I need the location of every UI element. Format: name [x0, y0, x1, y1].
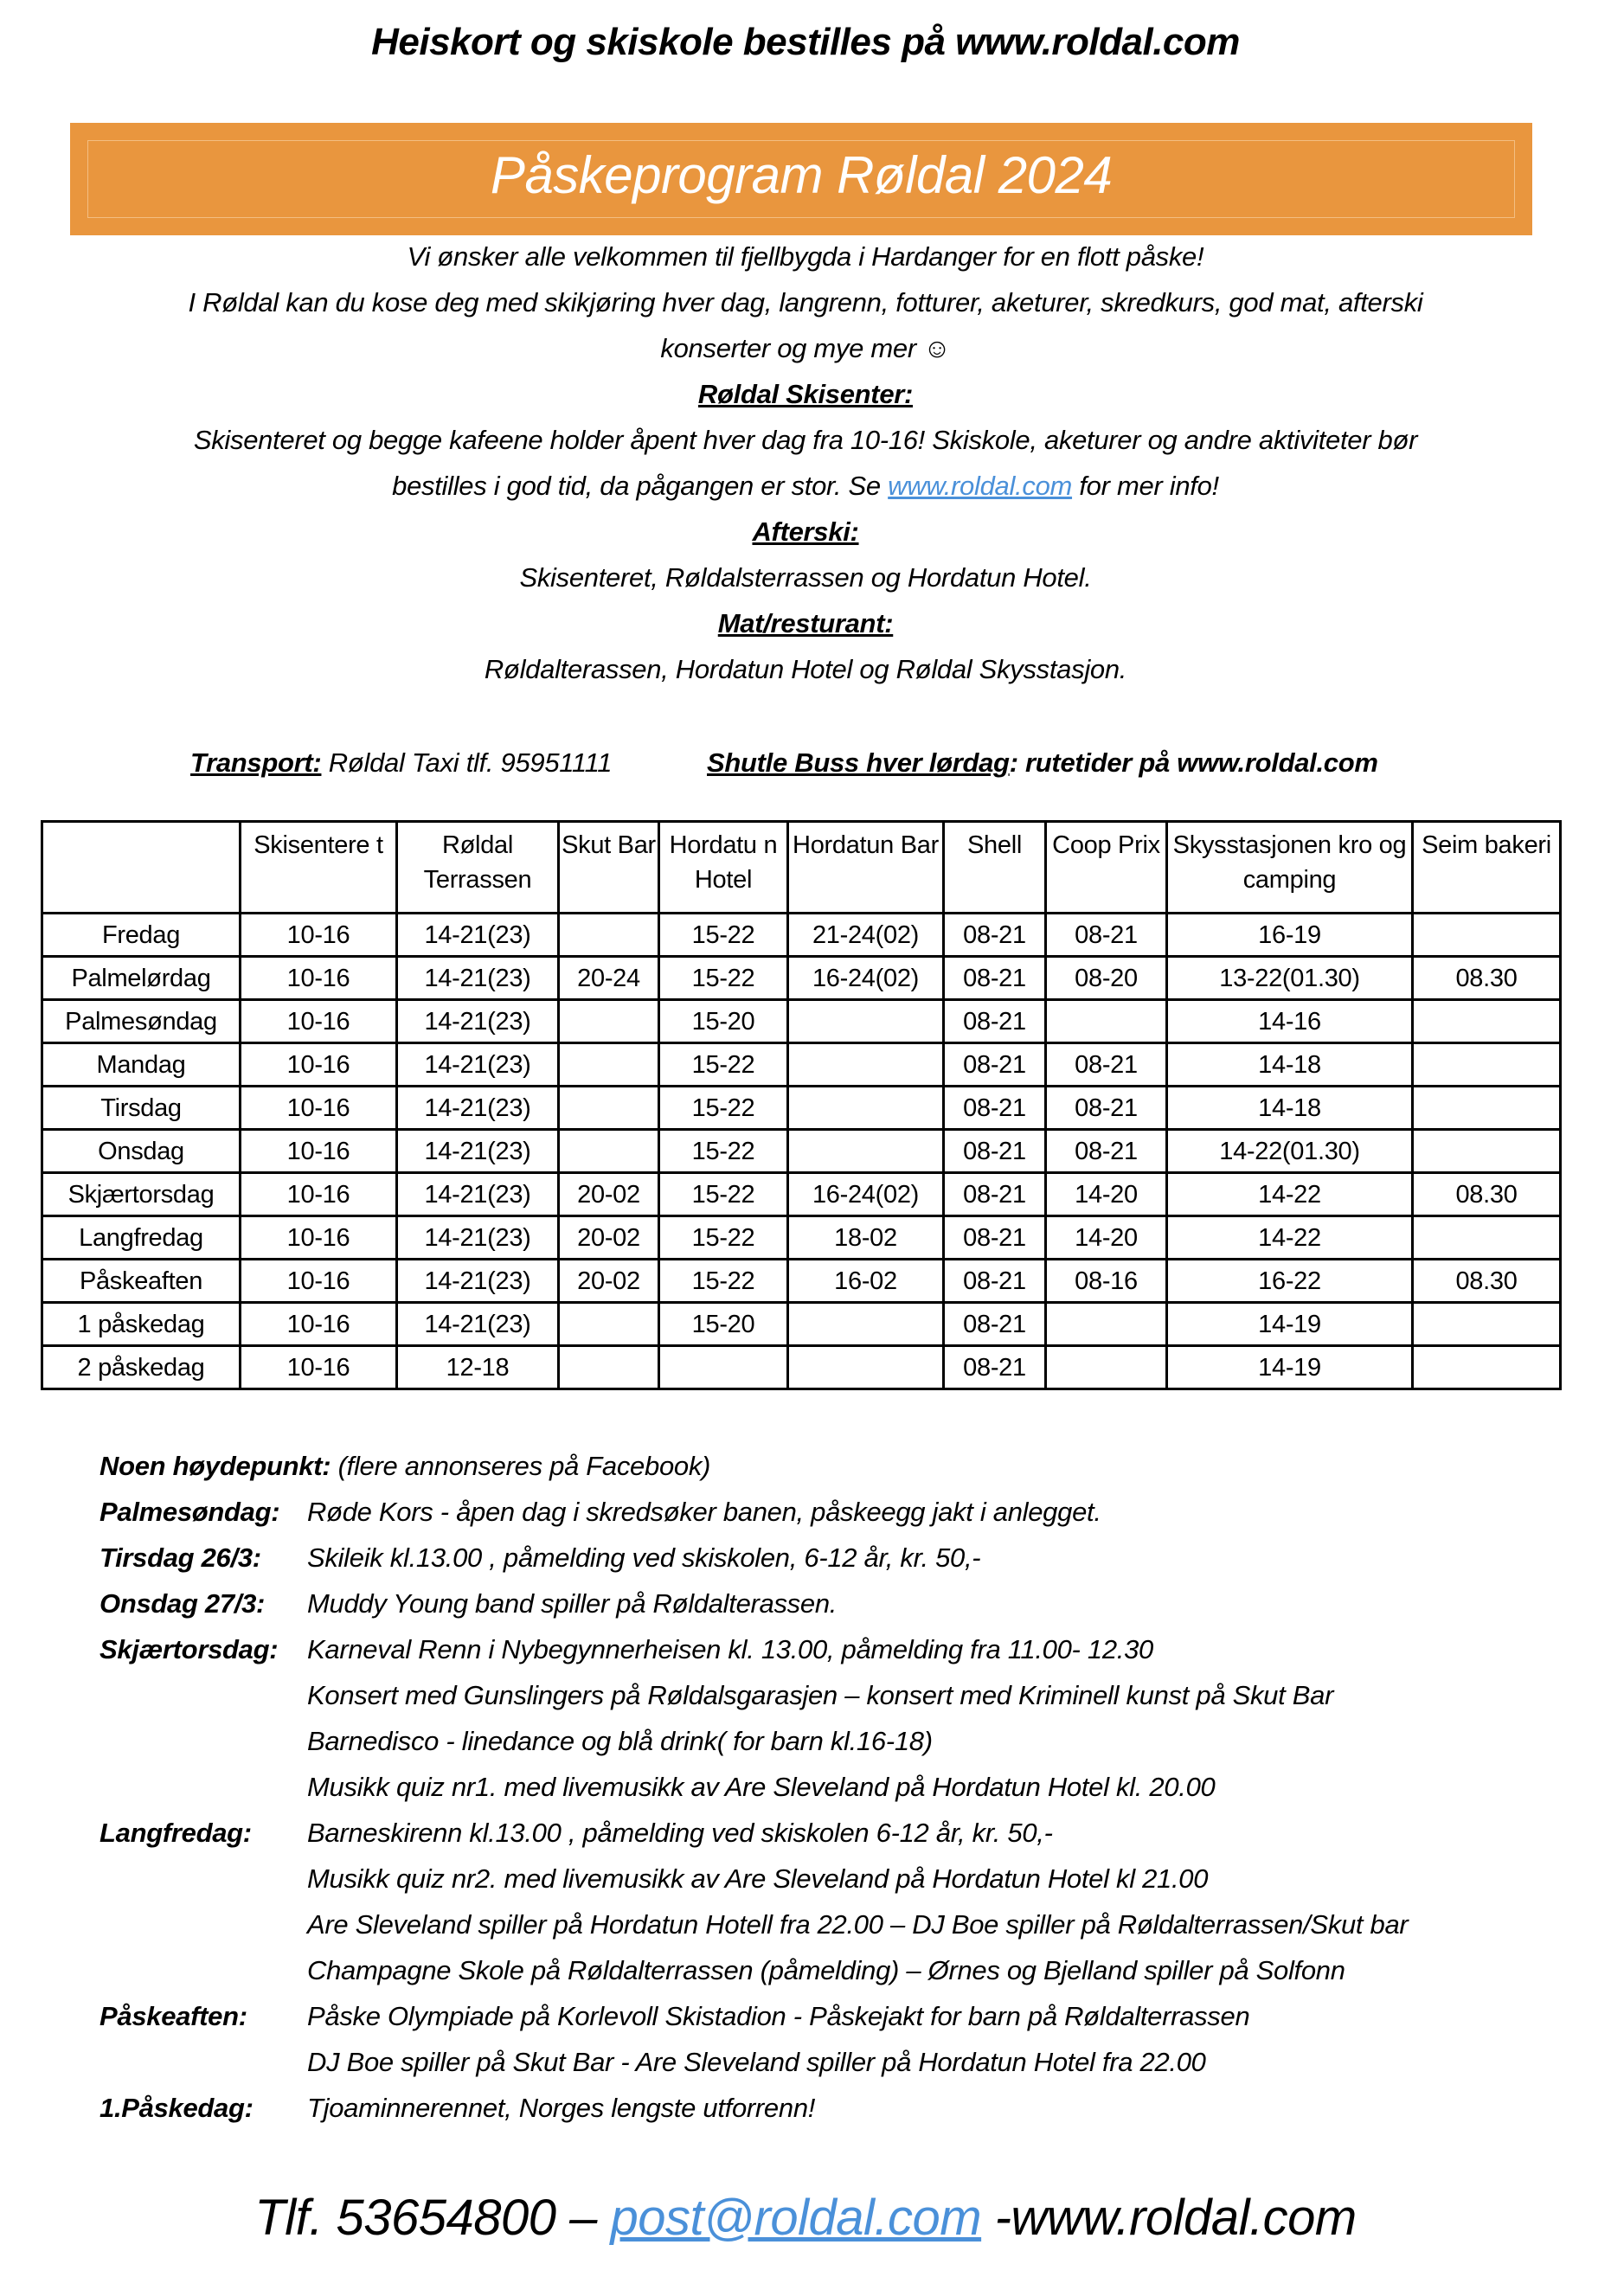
booking-notice: Heiskort og skiskole bestilles på www.roldal.com — [371, 21, 1240, 63]
hours-cell — [1413, 1000, 1561, 1043]
day-cell: Palmesøndag — [42, 1000, 241, 1043]
hours-cell: 20-24 — [559, 957, 659, 1000]
hours-cell: 10-16 — [241, 957, 397, 1000]
hours-cell: 08-21 — [1046, 1130, 1167, 1173]
hours-cell: 15-22 — [659, 1130, 788, 1173]
highlight-text: Barneskirenn kl.13.00 , påmelding ved skiskolen 6-12 år, kr. 50,- — [307, 1818, 1053, 1848]
hours-cell — [659, 1346, 788, 1389]
table-row — [42, 957, 1561, 1000]
hours-cell: 08-21 — [944, 1303, 1046, 1346]
hours-cell: 15-22 — [659, 1087, 788, 1130]
hours-cell: 16-24(02) — [788, 1173, 944, 1216]
hours-cell: 10-16 — [241, 1043, 397, 1087]
activities-text-2: konserter og mye mer ☺ — [660, 333, 951, 363]
activities-text-1: I Røldal kan du kose deg med skikjøring hver dag, langrenn, fotturer, aketurer, skredkurs, god mat, afterski — [188, 287, 1423, 317]
page-title: Påskeprogram Røldal 2024 — [490, 146, 1113, 204]
hours-cell: 08-21 — [944, 1346, 1046, 1389]
hours-cell: 15-20 — [659, 1000, 788, 1043]
table-row — [42, 1260, 1561, 1303]
highlight-item — [99, 1718, 933, 1764]
hours-cell: 14-22 — [1167, 1216, 1413, 1260]
header-cell: Skysstasjonen kro og camping — [1167, 822, 1413, 914]
mat-heading: Mat/resturant: — [717, 608, 894, 638]
hours-cell: 10-16 — [241, 914, 397, 957]
highlight-text: Barnedisco - linedance og blå drink( for barn kl.16-18) — [307, 1726, 933, 1756]
hours-cell: 16-19 — [1167, 914, 1413, 957]
hours-cell: 16-02 — [788, 1260, 944, 1303]
hours-cell: 20-02 — [559, 1173, 659, 1216]
hours-cell: 10-16 — [241, 1260, 397, 1303]
footer-phone: Tlf. 53654800 – — [254, 2190, 611, 2246]
hours-cell: 16-24(02) — [788, 957, 944, 1000]
header-cell-blank — [42, 822, 241, 914]
hours-cell — [788, 1000, 944, 1043]
highlight-day-label: Langfredag: — [99, 1818, 252, 1848]
highlight-text: Røde Kors - åpen dag i skredsøker banen, påskeegg jakt i anlegget. — [307, 1497, 1101, 1527]
hours-cell — [1413, 1346, 1561, 1389]
welcome-text: Vi ønsker alle velkommen til fjellbygda i Hardanger for en flott påske! — [407, 241, 1204, 272]
highlight-item — [99, 2085, 816, 2131]
day-cell: 1 påskedag — [42, 1303, 241, 1346]
hours-cell: 14-18 — [1167, 1043, 1413, 1087]
skisenter-text-2-pre: bestilles i god tid, da pågangen er stor. Se — [392, 471, 889, 501]
hours-cell: 08-21 — [944, 1000, 1046, 1043]
highlight-item — [99, 2039, 1206, 2085]
highlight-day-label: Påskeaften: — [99, 2001, 247, 2031]
highlight-text: Påske Olympiade på Korlevoll Skistadion - Påskejakt for barn på Røldalterrassen — [307, 2001, 1250, 2031]
hours-cell: 15-22 — [659, 1260, 788, 1303]
highlight-text: Konsert med Gunslingers på Røldalsgarasjen – konsert med Kriminell kunst på Skut Bar — [307, 1680, 1334, 1710]
highlight-item — [99, 1902, 1409, 1947]
hours-cell: 15-22 — [659, 1043, 788, 1087]
highlight-day-label: Onsdag 27/3: — [99, 1588, 266, 1619]
table-row — [42, 1087, 1561, 1130]
hours-cell: 14-21(23) — [397, 1260, 559, 1303]
skisenter-text-2-post: for mer info! — [1072, 471, 1219, 501]
hours-cell — [559, 1087, 659, 1130]
highlight-text: Muddy Young band spiller på Røldalterassen. — [307, 1588, 838, 1619]
hours-cell: 20-02 — [559, 1260, 659, 1303]
hours-cell — [1046, 1000, 1167, 1043]
table-row — [42, 1216, 1561, 1260]
highlights-list — [99, 1489, 1409, 2131]
hours-cell: 14-19 — [1167, 1303, 1413, 1346]
hours-cell — [559, 1043, 659, 1087]
highlight-text: Skileik kl.13.00 , påmelding ved skiskolen, 6-12 år, kr. 50,- — [307, 1542, 981, 1573]
header-cell: Hordatun Bar — [788, 822, 944, 914]
hours-cell: 08-16 — [1046, 1260, 1167, 1303]
hours-cell: 08-21 — [944, 1087, 1046, 1130]
afterski-heading: Afterski: — [752, 516, 859, 547]
hours-cell: 14-21(23) — [397, 1043, 559, 1087]
transport-label: Transport: — [190, 747, 322, 778]
hours-cell: 08-21 — [1046, 914, 1167, 957]
hours-cell — [1413, 914, 1561, 957]
hours-cell — [788, 1303, 944, 1346]
hours-cell: 08-21 — [944, 1216, 1046, 1260]
hours-cell: 15-22 — [659, 914, 788, 957]
hours-cell — [559, 914, 659, 957]
hours-cell: 08-21 — [944, 1130, 1046, 1173]
table-row — [42, 1173, 1561, 1216]
hours-cell — [559, 1130, 659, 1173]
hours-cell: 10-16 — [241, 1303, 397, 1346]
highlight-item — [99, 1581, 838, 1626]
title-banner — [70, 123, 1532, 235]
highlight-item — [99, 1535, 981, 1581]
hours-cell: 14-19 — [1167, 1346, 1413, 1389]
highlight-item — [99, 1764, 1216, 1810]
afterski-text: Skisenteret, Røldalsterrassen og Hordatun Hotel. — [519, 562, 1092, 593]
hours-cell: 10-16 — [241, 1173, 397, 1216]
opening-hours-table — [41, 820, 1562, 1390]
transport-taxi — [190, 747, 612, 779]
hours-cell: 14-18 — [1167, 1087, 1413, 1130]
intro-section — [0, 234, 1611, 692]
day-cell: Onsdag — [42, 1130, 241, 1173]
hours-cell: 08.30 — [1413, 1173, 1561, 1216]
hours-cell: 08-21 — [1046, 1043, 1167, 1087]
highlight-day-label: Tirsdag 26/3: — [99, 1542, 261, 1573]
highlight-text: Karneval Renn i Nybegynnerheisen kl. 13.00, påmelding fra 11.00- 12.30 — [307, 1634, 1153, 1664]
hours-cell — [1413, 1043, 1561, 1087]
hours-cell: 15-22 — [659, 957, 788, 1000]
highlight-item — [99, 1810, 1053, 1856]
hours-cell: 18-02 — [788, 1216, 944, 1260]
highlights-section — [99, 1443, 1409, 2131]
mat-text: Røldalterassen, Hordatun Hotel og Røldal Skysstasjon. — [484, 654, 1127, 684]
roldal-website-link[interactable]: www.roldal.com — [888, 471, 1073, 501]
hours-cell: 08-21 — [944, 1173, 1046, 1216]
header-cell: Coop Prix — [1046, 822, 1167, 914]
highlight-text: Musikk quiz nr2. med livemusikk av Are Sleveland på Hordatun Hotel kl 21.00 — [307, 1863, 1209, 1894]
hours-cell: 08-21 — [944, 914, 1046, 957]
highlight-text: DJ Boe spiller på Skut Bar - Are Sleveland spiller på Hordatun Hotel fra 22.00 — [307, 2047, 1206, 2077]
highlight-text: Musikk quiz nr1. med livemusikk av Are Sleveland på Hordatun Hotel kl. 20.00 — [307, 1772, 1216, 1802]
header-cell: Røldal Terrassen — [397, 822, 559, 914]
hours-cell: 08-21 — [944, 957, 1046, 1000]
hours-cell: 08-21 — [944, 1260, 1046, 1303]
hours-cell: 15-20 — [659, 1303, 788, 1346]
highlights-heading-note: (flere annonseres på Facebook) — [331, 1451, 711, 1481]
day-cell: Mandag — [42, 1043, 241, 1087]
hours-cell: 14-16 — [1167, 1000, 1413, 1043]
hours-cell — [788, 1130, 944, 1173]
day-cell: Fredag — [42, 914, 241, 957]
hours-cell — [1413, 1087, 1561, 1130]
header-cell: Skut Bar — [559, 822, 659, 914]
bus-text: : rutetider på www.roldal.com — [1009, 747, 1378, 778]
header-cell: Seim bakeri — [1413, 822, 1561, 914]
highlight-text: Tjoaminnerennet, Norges lengste utforrenn! — [307, 2093, 816, 2123]
hours-cell — [788, 1043, 944, 1087]
day-cell: Palmelørdag — [42, 957, 241, 1000]
hours-cell: 14-21(23) — [397, 1130, 559, 1173]
highlight-text: Champagne Skole på Røldalterrassen (påmelding) – Ørnes og Bjelland spiller på Solfonn — [307, 1955, 1345, 1985]
header-cell: Skisentere t — [241, 822, 397, 914]
highlight-item — [99, 1856, 1209, 1902]
table-row — [42, 1043, 1561, 1087]
hours-cell: 10-16 — [241, 1130, 397, 1173]
hours-cell — [559, 1303, 659, 1346]
highlights-heading-bold: Noen høydepunkt: — [99, 1451, 331, 1481]
hours-cell: 14-22 — [1167, 1173, 1413, 1216]
hours-cell: 14-21(23) — [397, 1000, 559, 1043]
hours-cell: 10-16 — [241, 1216, 397, 1260]
highlight-text: Are Sleveland spiller på Hordatun Hotell fra 22.00 – DJ Boe spiller på Røldalterrassen/Skut bar — [307, 1909, 1409, 1940]
hours-cell — [788, 1346, 944, 1389]
table-row — [42, 1130, 1561, 1173]
hours-cell: 10-16 — [241, 1087, 397, 1130]
hours-cell: 08-21 — [944, 1043, 1046, 1087]
table-row — [42, 914, 1561, 957]
table-header-row — [42, 822, 1561, 914]
highlight-day-label: Skjærtorsdag: — [99, 1634, 279, 1664]
hours-cell: 10-16 — [241, 1000, 397, 1043]
table-row — [42, 1303, 1561, 1346]
footer-web: -www.roldal.com — [981, 2190, 1357, 2246]
hours-cell — [1046, 1303, 1167, 1346]
hours-cell — [559, 1346, 659, 1389]
day-cell: Skjærtorsdag — [42, 1173, 241, 1216]
hours-cell: 08.30 — [1413, 957, 1561, 1000]
hours-cell — [1046, 1346, 1167, 1389]
highlight-item — [99, 1947, 1345, 1993]
hours-cell: 10-16 — [241, 1346, 397, 1389]
highlight-item — [99, 1672, 1334, 1718]
highlight-item — [99, 1993, 1250, 2039]
hours-cell — [559, 1000, 659, 1043]
hours-cell: 14-21(23) — [397, 1173, 559, 1216]
transport-bus — [707, 747, 1378, 779]
header-cell: Shell — [944, 822, 1046, 914]
hours-cell: 15-22 — [659, 1216, 788, 1260]
header-cell: Hordatu n Hotel — [659, 822, 788, 914]
hours-cell: 13-22(01.30) — [1167, 957, 1413, 1000]
skisenter-text-1: Skisenteret og begge kafeene holder åpent hver dag fra 10-16! Skiskole, aketurer og andre aktiviteter bør — [193, 425, 1418, 455]
skisenter-text-2 — [0, 463, 1611, 509]
hours-cell: 12-18 — [397, 1346, 559, 1389]
hours-cell: 14-21(23) — [397, 1216, 559, 1260]
table-row — [42, 1346, 1561, 1389]
hours-cell — [788, 1087, 944, 1130]
day-cell: Påskeaften — [42, 1260, 241, 1303]
footer-email-link[interactable]: post@roldal.com — [610, 2190, 982, 2246]
hours-cell: 14-21(23) — [397, 914, 559, 957]
table-row — [42, 1000, 1561, 1043]
hours-cell: 08-21 — [1046, 1087, 1167, 1130]
hours-cell: 08-20 — [1046, 957, 1167, 1000]
hours-cell: 14-22(01.30) — [1167, 1130, 1413, 1173]
contact-footer — [0, 2189, 1611, 2247]
highlights-heading — [99, 1443, 710, 1489]
bus-label: Shutle Buss hver lørdag — [707, 747, 1010, 778]
day-cell: Langfredag — [42, 1216, 241, 1260]
hours-cell: 15-22 — [659, 1173, 788, 1216]
hours-cell: 14-21(23) — [397, 1087, 559, 1130]
day-cell: Tirsdag — [42, 1087, 241, 1130]
skisenter-heading: Røldal Skisenter: — [697, 379, 914, 409]
hours-cell: 20-02 — [559, 1216, 659, 1260]
highlight-item — [99, 1626, 1153, 1672]
highlight-day-label: Palmesøndag: — [99, 1497, 280, 1527]
hours-cell: 14-20 — [1046, 1173, 1167, 1216]
hours-cell: 21-24(02) — [788, 914, 944, 957]
hours-cell: 14-21(23) — [397, 957, 559, 1000]
taxi-text: Røldal Taxi tlf. 95951111 — [321, 747, 613, 778]
table-body — [42, 914, 1561, 1389]
hours-cell — [1413, 1130, 1561, 1173]
highlight-day-label: 1.Påskedag: — [99, 2093, 254, 2123]
hours-cell: 14-21(23) — [397, 1303, 559, 1346]
hours-cell: 08.30 — [1413, 1260, 1561, 1303]
hours-cell — [1413, 1303, 1561, 1346]
hours-cell — [1413, 1216, 1561, 1260]
hours-cell: 14-20 — [1046, 1216, 1167, 1260]
hours-cell: 16-22 — [1167, 1260, 1413, 1303]
highlight-item — [99, 1489, 1101, 1535]
day-cell: 2 påskedag — [42, 1346, 241, 1389]
